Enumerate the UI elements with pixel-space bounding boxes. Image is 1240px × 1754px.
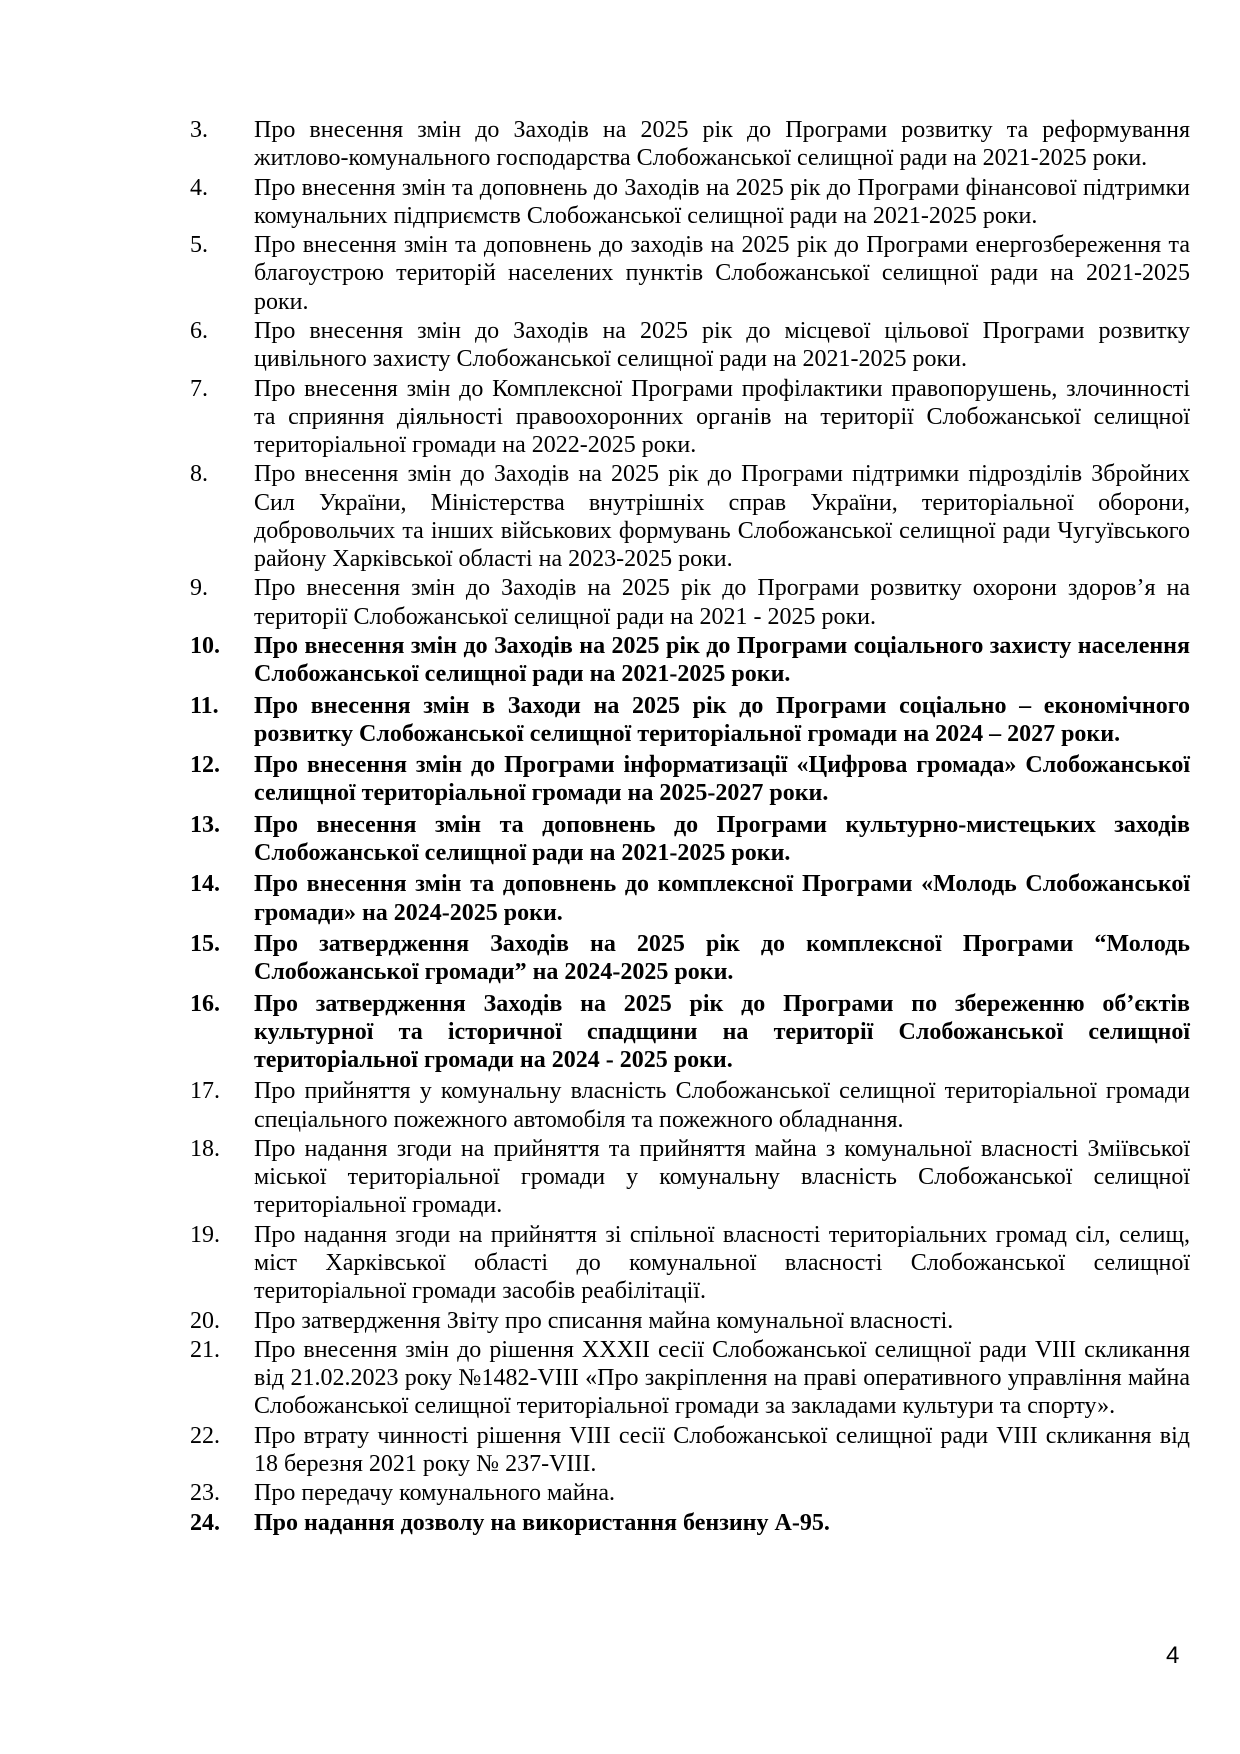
agenda-item <box>190 1336 1190 1421</box>
agenda-item-text: Про втрату чинності рішення VIII сесії Слобожанської селищної ради VIII скликання від 18 березня 2021 року № 237-VIII. <box>254 1422 1190 1477</box>
agenda-item <box>190 574 1190 630</box>
agenda-item <box>190 116 1190 172</box>
agenda-item-number: 11. <box>190 692 219 719</box>
agenda-item-number: 12. <box>190 752 220 779</box>
agenda-item-text: Про внесення змін до Програми інформатизації «Цифрова громада» Слобожанської селищної територіальної громади на 2025-2027 роки. <box>254 752 1190 807</box>
agenda-item-text: Про внесення змін до рішення XXXII сесії Слобожанської селищної ради VIII скликання від 21.02.2023 року №1482-VIII «Про закріплення на праві оперативного управління майна Слобожанської селищної територіальної громади за закладами культури та спорту». <box>254 1336 1190 1420</box>
agenda-item <box>190 1077 1190 1133</box>
agenda-item-number: 22. <box>190 1422 220 1449</box>
agenda-item-text: Про передачу комунального майна. <box>254 1480 616 1507</box>
agenda-item-number: 9. <box>190 575 208 602</box>
agenda-item-number: 3. <box>190 117 208 143</box>
agenda-item-number: 10. <box>190 632 220 659</box>
agenda-item <box>190 1135 1190 1220</box>
agenda-item-number: 14. <box>190 871 220 898</box>
agenda-item <box>190 811 1190 867</box>
agenda-item-text: Про внесення змін в Заходи на 2025 рік до Програми соціально – економічного розвитку Слобожанської селищної територіальної громади на 2024 – 2027 роки. <box>254 692 1190 747</box>
agenda-item-number: 17. <box>190 1078 220 1105</box>
agenda-item <box>190 990 1190 1075</box>
agenda-item <box>190 930 1190 986</box>
agenda-item-text: Про внесення змін та доповнень до заходів на 2025 рік до Програми енергозбереження та благоустрою територій населених пунктів Слобожанської селищної ради на 2021-2025 роки. <box>254 232 1190 315</box>
agenda-item-text: Про надання дозволу на використання бензину А-95. <box>254 1509 830 1536</box>
agenda-item-text: Про внесення змін до Заходів на 2025 рік до місцевої цільової Програми розвитку цивільного захисту Слобожанської селищної ради на 2021-2025 роки. <box>254 317 1190 373</box>
agenda-item-text: Про внесення змін до Заходів на 2025 рік до Програми підтримки підрозділів Збройних Сил України, Міністерства внутрішніх справ України, територіальної оборони, добровольчих та інших військових формувань Слобожанської селищної ради Чугуївського району Харківської області на 2023-2025 роки. <box>254 461 1190 572</box>
agenda-item-text: Про внесення змін до Заходів на 2025 рік до Програми соціального захисту населення Слобожанської селищної ради на 2021-2025 роки. <box>254 632 1190 688</box>
agenda-item-text: Про внесення змін до Заходів на 2025 рік до Програми розвитку та реформування житлово-комунального господарства Слобожанської селищної ради на 2021-2025 роки. <box>254 117 1190 172</box>
agenda-item-number: 5. <box>190 232 208 259</box>
agenda-item <box>190 692 1190 748</box>
agenda-item-number: 7. <box>190 375 208 402</box>
agenda-item-text: Про затвердження Звіту про списання майна комунальної власності. <box>254 1307 954 1334</box>
agenda-item-number: 15. <box>190 930 220 957</box>
agenda-item-number: 19. <box>190 1221 220 1248</box>
agenda-item-number: 13. <box>190 811 220 838</box>
agenda-item-text: Про внесення змін до Комплексної Програми профілактики правопорушень, злочинності та сприяння діяльності правоохоронних органів на території Слобожанської селищної територіальної громади на 2022-2025 роки. <box>254 375 1190 458</box>
agenda-item-text: Про надання згоди на прийняття зі спільної власності територіальних громад сіл, селищ, міст Харківської області до комунальної власності Слобожанської селищної територіальної громади засобів реабілітації. <box>254 1221 1190 1305</box>
agenda-item <box>190 460 1190 573</box>
agenda-item <box>190 1479 1190 1507</box>
agenda-item-text: Про внесення змін та доповнень до Програми культурно-мистецьких заходів Слобожанської селищної ради на 2021-2025 роки. <box>254 811 1190 866</box>
agenda-item-number: 20. <box>190 1307 220 1334</box>
agenda-item-number: 8. <box>190 461 208 488</box>
agenda-item-text: Про внесення змін та доповнень до комплексної Програми «Молодь Слобожанської громади» на 2024-2025 роки. <box>254 871 1190 926</box>
agenda-item-text: Про прийняття у комунальну власність Слобожанської селищної територіальної громади спеціального пожежного автомобіля та пожежного обладнання. <box>254 1078 1190 1133</box>
agenda-item <box>190 1221 1190 1306</box>
agenda-item-number: 4. <box>190 174 208 201</box>
agenda-item <box>190 1307 1190 1335</box>
agenda-item <box>190 870 1190 926</box>
agenda-item <box>190 1422 1190 1478</box>
agenda-item <box>190 375 1190 460</box>
agenda-item-number: 18. <box>190 1135 220 1162</box>
agenda-item <box>190 174 1190 230</box>
agenda-item-number: 6. <box>190 317 208 344</box>
agenda-item-number: 21. <box>190 1336 220 1363</box>
page-number: 4 <box>1166 1642 1180 1669</box>
agenda-item <box>190 317 1190 373</box>
agenda-item-number: 24. <box>190 1509 220 1536</box>
agenda-item <box>190 632 1190 688</box>
agenda-item-text: Про затвердження Заходів на 2025 рік до Програми по збереженню об’єктів культурної та історичної спадщини на території Слобожанської селищної територіальної громади на 2024 - 2025 роки. <box>254 990 1190 1073</box>
agenda-item-number: 16. <box>190 990 220 1017</box>
agenda-item <box>190 1509 1190 1537</box>
agenda-item <box>190 231 1190 316</box>
agenda-item-text: Про надання згоди на прийняття та прийняття майна з комунальної власності Зміївської міської територіальної громади у комунальну власність Слобожанської селищної територіальної громади. <box>254 1135 1190 1219</box>
agenda-item <box>190 751 1190 807</box>
agenda-item-text: Про затвердження Заходів на 2025 рік до комплексної Програми “Молодь Слобожанської громади” на 2024-2025 роки. <box>254 930 1190 986</box>
agenda-item-text: Про внесення змін та доповнень до Заходів на 2025 рік до Програми фінансової підтримки комунальних підприємств Слобожанської селищної ради на 2021-2025 роки. <box>254 174 1190 229</box>
agenda-list <box>190 116 1190 1540</box>
agenda-item-number: 23. <box>190 1480 220 1507</box>
agenda-item-text: Про внесення змін до Заходів на 2025 рік до Програми розвитку охорони здоров’я на території Слобожанської селищної ради на 2021 - 2025 роки. <box>254 575 1190 630</box>
